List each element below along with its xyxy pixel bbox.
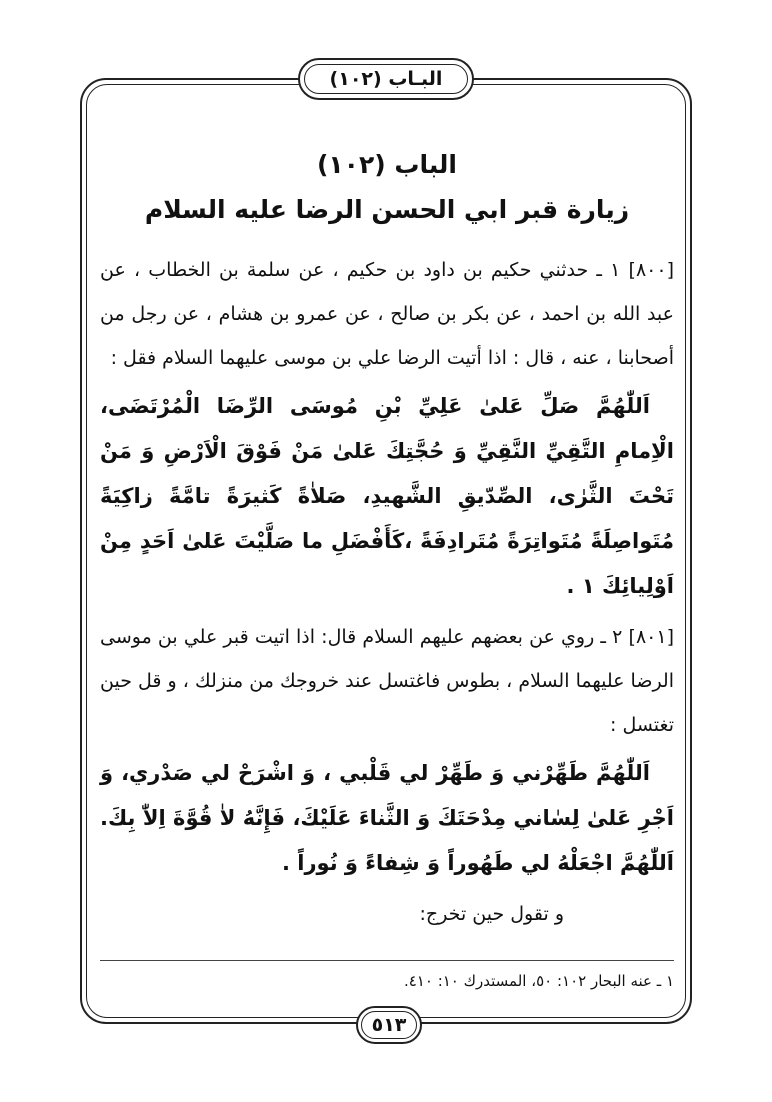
page-number-badge bbox=[356, 1006, 422, 1044]
hadith-800-text: [٨٠٠] ١ ـ حدثني حكيم بن داود بن حكيم ، عن سلمة بن الخطاب ، عن عبد الله بن احمد ، عن بكر بن صالح ، عن عمرو بن هشام ، عن رجل من أصحابنا ، عنه ، قال : اذا أتيت الرضا علي بن موسى عليهما السلام فقل : bbox=[100, 259, 674, 369]
footnote-divider bbox=[100, 960, 674, 961]
chapter-subtitle: زيارة قبر ابي الحسن الرضا عليه السلام bbox=[144, 195, 630, 224]
page-number: ٥١٣ bbox=[371, 1014, 407, 1036]
chapter-title: الباب (١٠٢) bbox=[316, 150, 458, 179]
hadith-801-text: [٨٠١] ٢ ـ روي عن بعضهم عليهم السلام قال: اذا اتيت قبر علي بن موسى الرضا عليهما السلام ، بطوس فاغتسل عند خروجك من منزلك ، و قل حين تغتسل : bbox=[100, 626, 675, 736]
closing-line: و تقول حين تخرج: bbox=[419, 903, 564, 925]
running-header-title: البـاب (١٠٢) bbox=[329, 68, 443, 90]
page-content bbox=[100, 150, 674, 936]
prayer-text-2: اَللّٰهُمَّ طَهِّرْني وَ طَهِّرْ لي قَلْبي ، وَ اشْرَحْ لي صَدْري، وَ اَجْرِ عَلىٰ لِسٰاني مِدْحَتَكَ وَ الثَّناءَ عَلَيْكَ، فَإِنَّهُ لاٰ قُوَّةَ اِلاّٰ بِكَ. اَللّٰهُمَّ اجْعَلْهُ لي طَهُوراً وَ شِفاءً وَ نُوراً . bbox=[100, 761, 674, 875]
footnote: ١ ـ عنه البحار ١٠٢: ٥٠، المستدرك ١٠: ٤١٠. bbox=[403, 972, 674, 990]
running-header bbox=[298, 58, 474, 100]
prayer-text-1: اَللّٰهُمَّ صَلِّ عَلىٰ عَلِيِّ بْنِ مُوسَى الرِّضَا الْمُرْتَضَى، الْاِمامِ التَّقِيِّ النَّقِيِّ وَ حُجَّتِكَ عَلىٰ مَنْ فَوْقَ الْاَرْضِ وَ مَنْ تَحْتَ الثَّرٰى، الصِّدّيقِ الشَّهيدِ، صَلاٰةً كَثيرَةً تامَّةً زاكِيَةً مُتَواصِلَةً مُتَواتِرَةً مُتَرادِفَةً ،كَأَفْضَلِ ما صَلَّيْتَ عَلىٰ اَحَدٍ مِنْ اَوْلِيائِكَ ١ . bbox=[100, 394, 674, 598]
